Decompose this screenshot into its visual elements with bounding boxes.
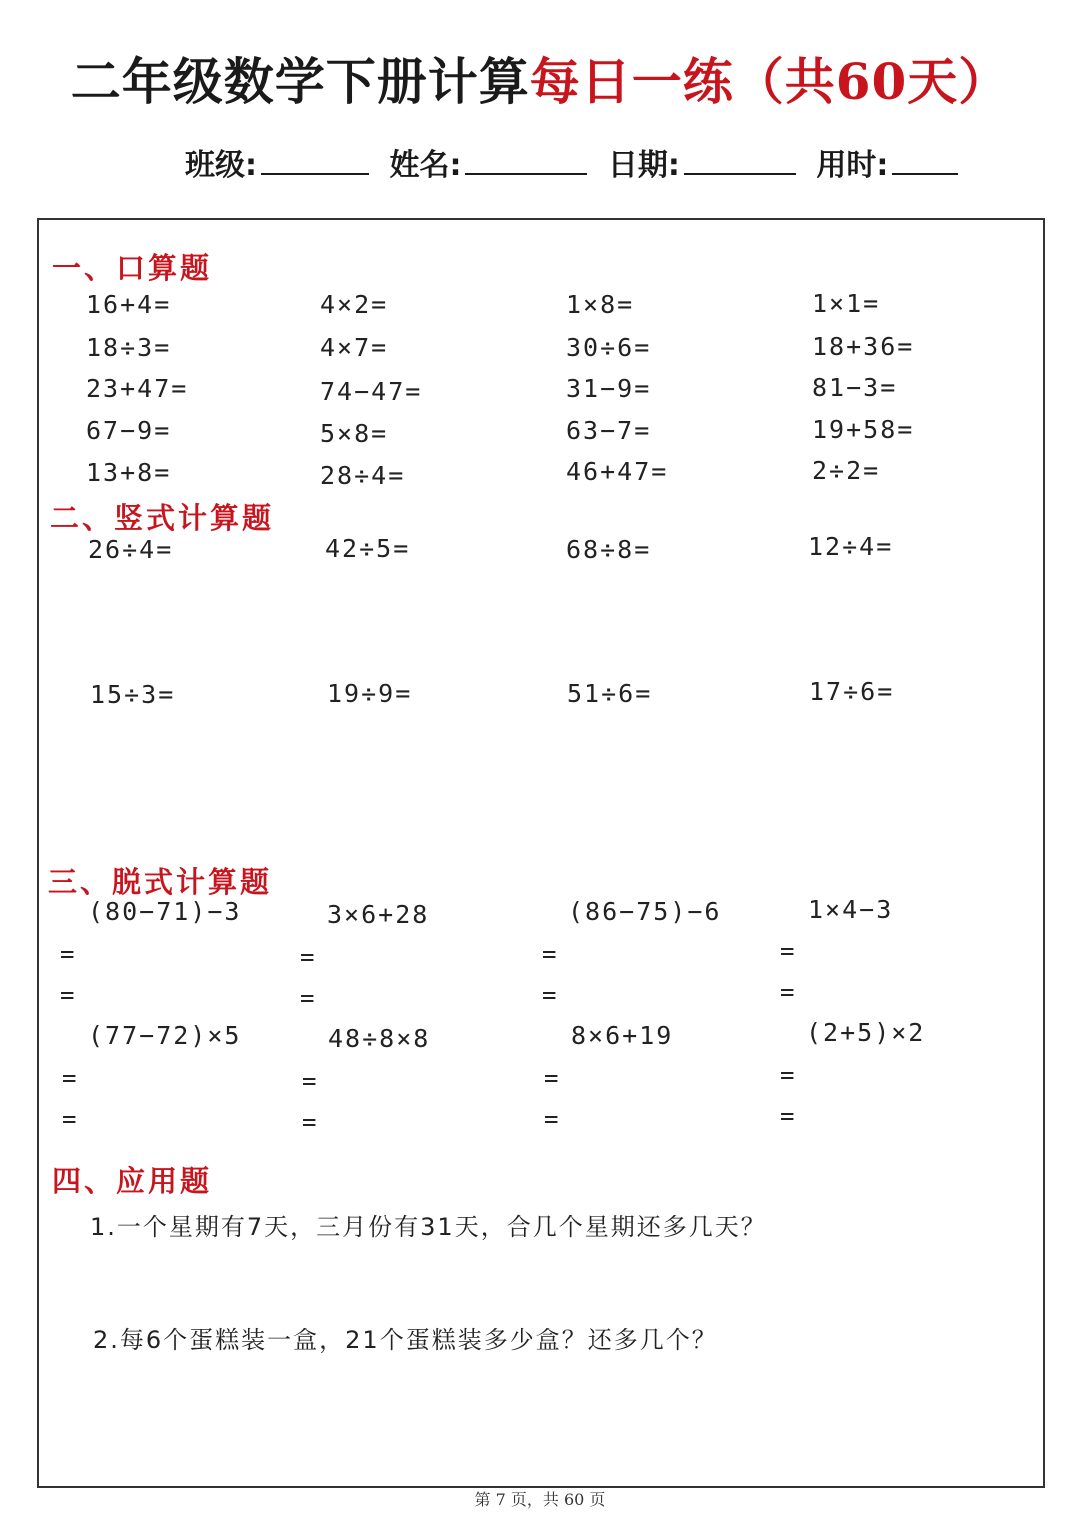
equals-sign: = [302,1108,317,1136]
class-label: 班级: [185,148,257,183]
section-word-title: 四、应用题 [52,1164,213,1198]
oral-problem: 23+47= [86,374,189,403]
worksheet-frame [37,218,1045,1488]
section-oral-title: 一、口算题 [52,251,213,285]
name-label: 姓名: [389,148,462,183]
oral-problem: 31−9= [566,374,652,403]
oral-problem: 74−47= [320,377,423,406]
section-stepwise-title: 三、脱式计算题 [48,865,273,899]
stepwise-problem: (86−75)−6 [568,897,722,926]
page-footer: 第 7 页，共 60 页 [474,1490,606,1509]
equals-sign: = [780,1102,795,1130]
equals-sign: = [542,940,557,968]
stepwise-problem: (80−71)−3 [88,897,242,926]
vertical-problem: 26÷4= [88,535,174,564]
oral-problem: 1×8= [566,290,635,319]
oral-problem: 30÷6= [566,333,652,362]
time-field[interactable] [892,143,958,175]
title-highlight: 每日一练（共60天） [529,52,1010,111]
vertical-problem: 51÷6= [567,679,653,708]
oral-problem: 28÷4= [320,461,406,490]
equals-sign: = [300,984,315,1012]
equals-sign: = [544,1064,559,1092]
vertical-problem: 68÷8= [566,535,652,564]
oral-problem: 67−9= [86,416,172,445]
student-info [185,140,968,184]
equals-sign: = [62,1105,77,1133]
stepwise-problem: 1×4−3 [808,895,894,924]
oral-problem: 46+47= [566,457,669,486]
oral-problem: 18+36= [812,332,915,361]
title-main: 二年级数学下册计算 [70,52,530,111]
oral-problem: 16+4= [86,290,172,319]
equals-sign: = [300,943,315,971]
oral-problem: 81−3= [812,373,898,402]
word-problem: 2.每6个蛋糕装一盒，21个蛋糕装多少盒？还多几个？ [93,1326,718,1354]
time-label: 用时: [816,148,889,183]
equals-sign: = [60,981,75,1009]
equals-sign: = [542,981,557,1009]
vertical-problem: 12÷4= [808,532,894,561]
oral-problem: 13+8= [86,458,172,487]
oral-problem: 18÷3= [86,333,172,362]
class-field[interactable] [261,143,369,175]
oral-problem: 4×2= [320,290,389,319]
equals-sign: = [780,937,795,965]
oral-problem: 4×7= [320,333,389,362]
date-label: 日期: [607,148,680,183]
equals-sign: = [780,978,795,1006]
equals-sign: = [62,1064,77,1092]
word-problem: 1.一个星期有7天，三月份有31天，合几个星期还多几天？ [90,1213,767,1241]
stepwise-problem: (2+5)×2 [806,1018,926,1047]
oral-problem: 19+58= [812,415,915,444]
equals-sign: = [780,1061,795,1089]
oral-problem: 5×8= [320,419,389,448]
vertical-problem: 15÷3= [90,680,176,709]
stepwise-problem: 8×6+19 [571,1021,674,1050]
date-field[interactable] [684,143,796,175]
oral-problem: 2÷2= [812,456,881,485]
vertical-problem: 19÷9= [327,679,413,708]
stepwise-problem: 48÷8×8 [328,1024,431,1053]
stepwise-problem: 3×6+28 [327,900,430,929]
vertical-problem: 17÷6= [809,677,895,706]
equals-sign: = [60,940,75,968]
name-field[interactable] [465,143,587,175]
equals-sign: = [302,1067,317,1095]
page-title [0,42,1080,114]
stepwise-problem: (77−72)×5 [88,1021,242,1050]
oral-problem: 63−7= [566,416,652,445]
section-vertical-title: 二、竖式计算题 [50,501,275,535]
vertical-problem: 42÷5= [325,534,411,563]
equals-sign: = [544,1105,559,1133]
oral-problem: 1×1= [812,289,881,318]
